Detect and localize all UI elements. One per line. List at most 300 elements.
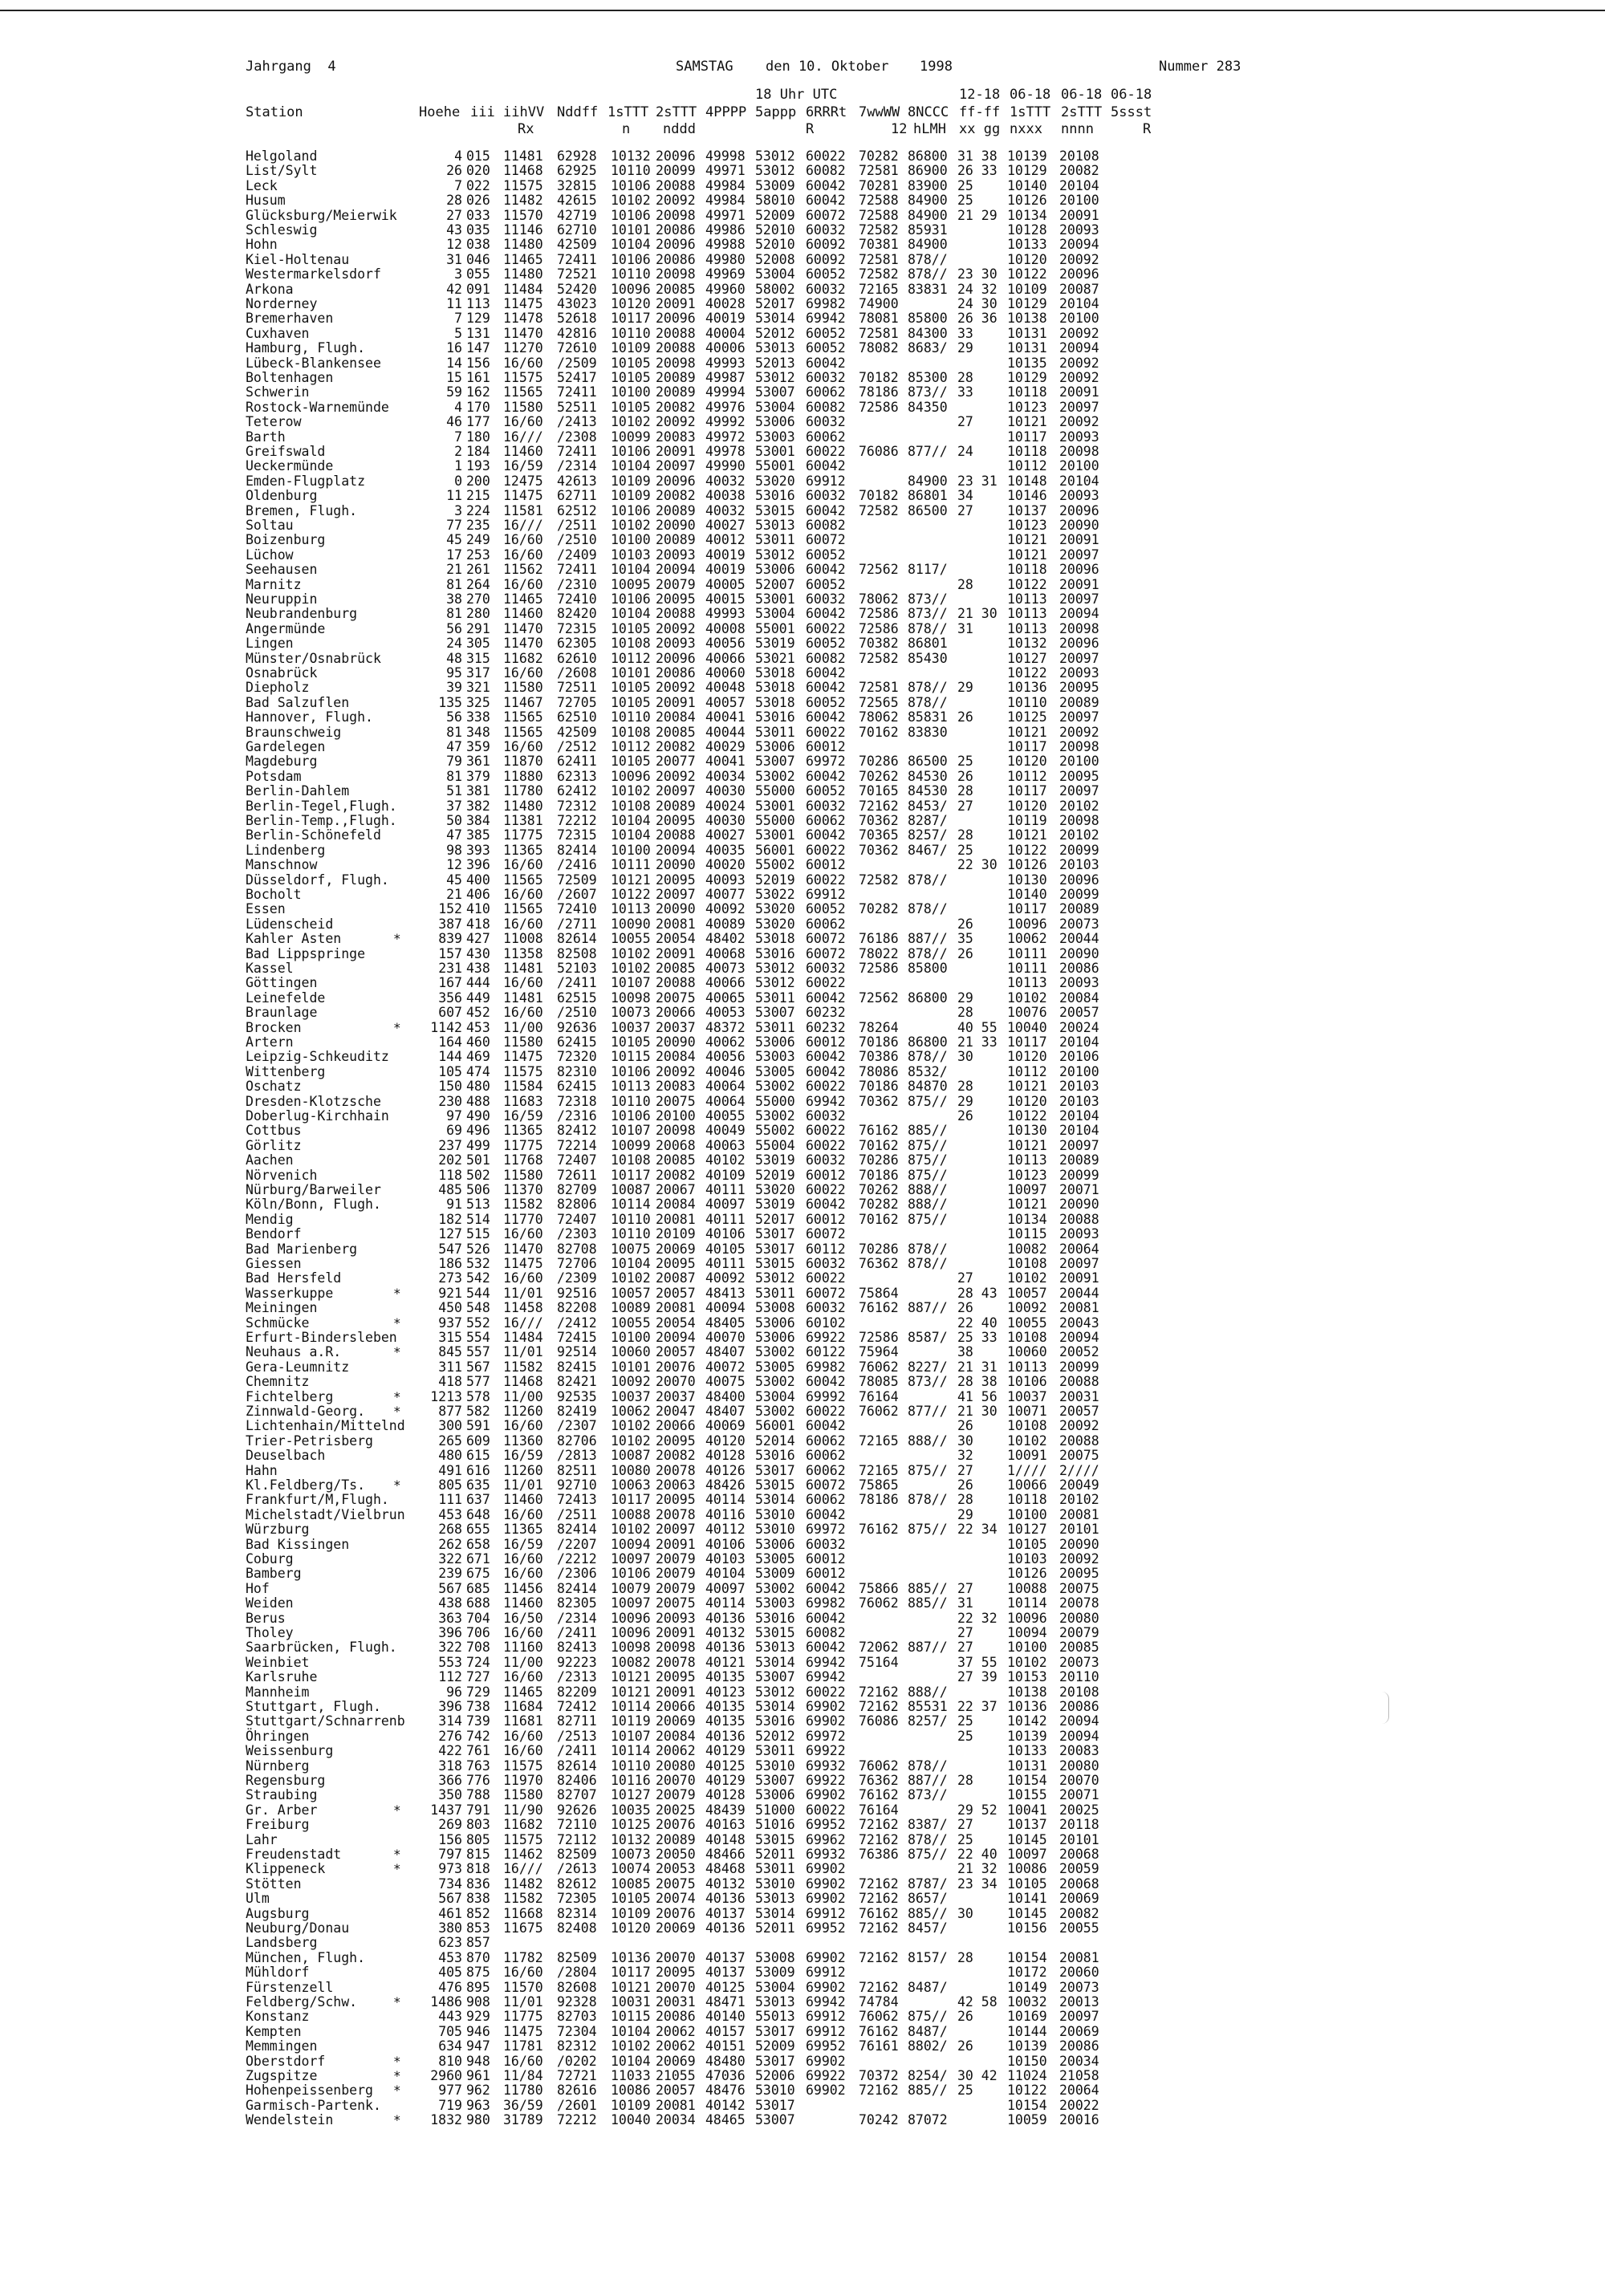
group-2sttt-b: 20044 <box>1059 1285 1099 1301</box>
group-2sttt: 20086 <box>656 665 696 681</box>
group-4pppp: 40020 <box>705 857 746 873</box>
group-7wwww: 72562 <box>859 562 899 578</box>
group-2sttt-b: 20097 <box>1059 709 1099 725</box>
group-4pppp: 49978 <box>705 444 746 459</box>
group-2sttt: 20091 <box>656 1684 696 1700</box>
elevation: 167 <box>438 975 462 991</box>
elevation: 276 <box>438 1728 462 1744</box>
group-nddff: 72320 <box>557 1049 597 1065</box>
station-id: 147 <box>466 340 490 356</box>
table-row <box>0 1832 1605 1847</box>
group-5appp: 55002 <box>755 1123 795 1139</box>
station-name: Nürnberg <box>246 1758 310 1774</box>
group-nddff: 82420 <box>557 606 597 622</box>
group-5appp: 53022 <box>755 887 795 902</box>
group-1sttt: 10105 <box>611 680 651 696</box>
group-4pppp: 40094 <box>705 1300 746 1316</box>
group-iihvv: 11582 <box>503 1197 543 1213</box>
group-2sttt-b: 20098 <box>1059 444 1099 459</box>
station-name: Hannover, Flugh. <box>246 709 373 725</box>
group-8nccc: 878// <box>908 1758 948 1774</box>
table-row <box>0 1566 1605 1581</box>
group-4pppp: 40148 <box>705 1831 746 1847</box>
group-2sttt-b: 20100 <box>1059 1063 1099 1079</box>
group-2sttt-b: 20092 <box>1059 1418 1099 1434</box>
group-2sttt: 20095 <box>656 591 696 607</box>
station-id: 406 <box>466 887 490 902</box>
group-nddff: 52618 <box>557 311 597 327</box>
group-8nccc: 875// <box>908 1152 948 1168</box>
group-nddff: 92626 <box>557 1802 597 1818</box>
group-1sttt-b: 10115 <box>1007 1226 1047 1242</box>
group-ff-ff: 26 <box>957 1108 973 1124</box>
group-6rrrt: 60062 <box>806 1432 846 1449</box>
station-name: Frankfurt/M,Flugh. <box>246 1492 389 1508</box>
group-8nccc: 85931 <box>908 222 948 238</box>
group-1sttt: 10102 <box>611 1270 651 1286</box>
group-2sttt: 20068 <box>656 1137 696 1153</box>
group-iihvv: 11970 <box>503 1773 543 1788</box>
group-6rrrt: 69932 <box>806 1758 846 1774</box>
elevation: 43 <box>446 222 462 238</box>
group-1sttt: 10102 <box>611 2038 651 2054</box>
group-ff-ff: 30 42 <box>957 2068 998 2083</box>
group-6rrrt: 60042 <box>806 502 846 518</box>
elevation: 547 <box>438 1241 462 1257</box>
group-6rrrt: 60042 <box>806 680 846 696</box>
group-nddff: 82415 <box>557 1359 597 1375</box>
group-2sttt-b: 20118 <box>1059 1817 1099 1833</box>
group-nddff: 62411 <box>557 754 597 770</box>
group-4pppp: 40032 <box>705 473 746 489</box>
group-1sttt: 10106 <box>611 1566 651 1582</box>
group-8nccc: 8683/ <box>908 340 948 356</box>
group-ff-ff: 27 <box>957 1625 973 1640</box>
group-1sttt-b: 10144 <box>1007 2023 1047 2039</box>
group-6rrrt: 69952 <box>806 2038 846 2054</box>
group-6rrrt: 60012 <box>806 1551 846 1567</box>
group-nddff: 82806 <box>557 1197 597 1213</box>
station-name: Lingen <box>246 636 294 652</box>
group-2sttt-b: 20103 <box>1059 1079 1099 1095</box>
group-nddff: /2309 <box>557 1270 597 1286</box>
group-2sttt-b: 20016 <box>1059 2112 1099 2128</box>
elevation: 314 <box>438 1713 462 1729</box>
group-4pppp: 40044 <box>705 724 746 740</box>
group-6rrrt: 69902 <box>806 1713 846 1729</box>
station-name: Oberstdorf <box>246 2053 326 2069</box>
group-2sttt-b: 20081 <box>1059 1506 1099 1522</box>
group-nddff: /2511 <box>557 1506 597 1522</box>
elevation: 422 <box>438 1743 462 1759</box>
group-8nccc: 8287/ <box>908 813 948 828</box>
group-1sttt-b: 10103 <box>1007 1551 1047 1567</box>
group-2sttt: 20069 <box>656 1920 696 1936</box>
table-row <box>0 163 1605 178</box>
group-1sttt: 10117 <box>611 1167 651 1183</box>
table-row <box>0 1758 1605 1774</box>
group-7wwww: 70362 <box>859 1093 899 1109</box>
group-2sttt-b: 20024 <box>1059 1019 1099 1035</box>
station-id: 609 <box>466 1432 490 1449</box>
group-1sttt-b: 10120 <box>1007 798 1047 814</box>
group-2sttt-b: 20081 <box>1059 1949 1099 1965</box>
elevation: 81 <box>446 768 462 784</box>
group-6rrrt: 60122 <box>806 1344 846 1360</box>
group-7wwww: 78186 <box>859 384 899 400</box>
group-4pppp: 40057 <box>705 694 746 710</box>
group-5appp: 53002 <box>755 768 795 784</box>
table-row <box>0 1743 1605 1758</box>
group-nddff: 72705 <box>557 694 597 710</box>
group-ff-ff: 27 <box>957 1817 973 1833</box>
group-nddff: 92516 <box>557 1285 597 1301</box>
station-id: 685 <box>466 1580 490 1596</box>
group-ff-ff: 21 30 <box>957 606 998 622</box>
group-2sttt: 20082 <box>656 1167 696 1183</box>
group-4pppp: 40157 <box>705 2023 746 2039</box>
group-ff-ff: 21 31 <box>957 1359 998 1375</box>
group-2sttt: 20067 <box>656 1182 696 1197</box>
group-2sttt: 20098 <box>656 1123 696 1139</box>
group-2sttt-b: 20093 <box>1059 975 1099 991</box>
group-8nccc: 887// <box>908 931 948 947</box>
group-1sttt: 10114 <box>611 1197 651 1213</box>
group-iihvv: 11470 <box>503 636 543 652</box>
station-id: 035 <box>466 222 490 238</box>
group-2sttt-b: 20106 <box>1059 1049 1099 1065</box>
group-7wwww: 78082 <box>859 340 899 356</box>
group-5appp: 53011 <box>755 1861 795 1877</box>
group-4pppp: 40114 <box>705 1492 746 1508</box>
col-1sttt-sub: n <box>622 121 631 137</box>
table-row <box>0 1463 1605 1478</box>
group-1sttt-b: 10094 <box>1007 1625 1047 1640</box>
station-id: 513 <box>466 1197 490 1213</box>
group-8nccc: 875// <box>908 1093 948 1109</box>
group-1sttt: 10106 <box>611 251 651 267</box>
station-name: Boizenburg <box>246 532 326 548</box>
elevation: 450 <box>438 1300 462 1316</box>
group-5appp: 51016 <box>755 1817 795 1833</box>
group-2sttt: 20085 <box>656 281 696 297</box>
group-1sttt-b: 10108 <box>1007 1256 1047 1271</box>
station-name: Leck <box>246 177 278 193</box>
group-5appp: 53004 <box>755 399 795 415</box>
group-1sttt: 10085 <box>611 1875 651 1892</box>
group-2sttt-b: 20092 <box>1059 1551 1099 1567</box>
group-6rrrt: 60042 <box>806 562 846 578</box>
table-row <box>0 1138 1605 1153</box>
group-nddff: 43023 <box>557 296 597 311</box>
group-2sttt: 20097 <box>656 1522 696 1538</box>
group-1sttt: 10099 <box>611 1137 651 1153</box>
group-8nccc: 888// <box>908 1197 948 1213</box>
group-2sttt-b: 20089 <box>1059 1152 1099 1168</box>
group-4pppp: 40046 <box>705 1063 746 1079</box>
group-4pppp: 47036 <box>705 2068 746 2083</box>
group-6rrrt: 69992 <box>806 1388 846 1404</box>
group-1sttt-b: 10169 <box>1007 2009 1047 2025</box>
group-5appp: 53006 <box>755 739 795 754</box>
station-name: Essen <box>246 901 286 917</box>
group-iihvv: 16/60 <box>503 1743 543 1759</box>
high-station-mark: * <box>393 2112 401 2128</box>
group-8nccc: 84300 <box>908 325 948 341</box>
group-8nccc: 85831 <box>908 709 948 725</box>
table-row <box>0 725 1605 740</box>
group-1sttt: 10105 <box>611 355 651 371</box>
group-8nccc: 878// <box>908 694 948 710</box>
group-1sttt-b: 10121 <box>1007 724 1047 740</box>
station-id: 818 <box>466 1861 490 1877</box>
group-ff-ff: 27 <box>957 502 973 518</box>
group-6rrrt: 60022 <box>806 1684 846 1700</box>
group-5appp: 52017 <box>755 296 795 311</box>
group-iihvv: 16/60 <box>503 355 543 371</box>
group-4pppp: 40142 <box>705 2097 746 2113</box>
group-8nccc: 84900 <box>908 193 948 209</box>
elevation: 265 <box>438 1432 462 1449</box>
group-1sttt: 10079 <box>611 1580 651 1596</box>
group-5appp: 53003 <box>755 1595 795 1611</box>
group-4pppp: 40136 <box>705 1610 746 1626</box>
group-8nccc: 87072 <box>908 2112 948 2128</box>
group-6rrrt: 69902 <box>806 1787 846 1803</box>
table-row <box>0 843 1605 858</box>
group-2sttt: 20066 <box>656 1418 696 1434</box>
group-8nccc: 83830 <box>908 724 948 740</box>
table-row <box>0 1123 1605 1138</box>
station-id: 224 <box>466 502 490 518</box>
group-iihvv: 11775 <box>503 827 543 843</box>
group-7wwww: 72582 <box>859 266 899 282</box>
group-1sttt-b: 10041 <box>1007 1802 1047 1818</box>
group-1sttt: 10099 <box>611 429 651 445</box>
group-1sttt-b: 10140 <box>1007 887 1047 902</box>
elevation: 51 <box>446 783 462 799</box>
group-1sttt-b: 10156 <box>1007 1920 1047 1936</box>
group-6rrrt: 69902 <box>806 1949 846 1965</box>
group-nddff: 62305 <box>557 636 597 652</box>
group-2sttt-b: 20104 <box>1059 473 1099 489</box>
group-2sttt: 20075 <box>656 990 696 1006</box>
group-1sttt-b: 10138 <box>1007 311 1047 327</box>
station-id: 761 <box>466 1743 490 1759</box>
group-1sttt-b: 10066 <box>1007 1477 1047 1493</box>
table-row <box>0 651 1605 666</box>
group-7wwww: 70186 <box>859 1167 899 1183</box>
group-2sttt: 20089 <box>656 532 696 548</box>
group-iihvv: 11780 <box>503 2083 543 2099</box>
elevation: 634 <box>438 2038 462 2054</box>
col-8nccc: 8NCCC <box>908 104 949 120</box>
group-iihvv: 16/60 <box>503 576 543 592</box>
group-4pppp: 40068 <box>705 945 746 961</box>
table-row <box>0 193 1605 208</box>
elevation: 47 <box>446 739 462 754</box>
group-2sttt: 20057 <box>656 1344 696 1360</box>
group-4pppp: 48480 <box>705 2053 746 2069</box>
group-2sttt-b: 20091 <box>1059 576 1099 592</box>
group-1sttt-b: 10149 <box>1007 1979 1047 1995</box>
group-2sttt: 20085 <box>656 1152 696 1168</box>
group-2sttt-b: 20088 <box>1059 1432 1099 1449</box>
station-name: Münster/Osnabrück <box>246 650 381 666</box>
group-4pppp: 40034 <box>705 768 746 784</box>
table-row <box>0 252 1605 267</box>
group-1sttt: 10060 <box>611 1344 651 1360</box>
group-1sttt: 10101 <box>611 665 651 681</box>
col-5ssst: 5ssst <box>1111 104 1152 120</box>
group-4pppp: 40140 <box>705 2009 746 2025</box>
group-5appp: 52012 <box>755 325 795 341</box>
group-iihvv: 11565 <box>503 724 543 740</box>
group-6rrrt: 69902 <box>806 1875 846 1892</box>
group-6rrrt: 69952 <box>806 1920 846 1936</box>
group-6rrrt: 60052 <box>806 340 846 356</box>
group-2sttt-b: 20094 <box>1059 340 1099 356</box>
group-4pppp: 40019 <box>705 562 746 578</box>
table-row <box>0 1344 1605 1359</box>
station-id: 161 <box>466 370 490 385</box>
group-7wwww: 70162 <box>859 724 899 740</box>
group-iihvv: 11/01 <box>503 1477 543 1493</box>
group-2sttt-b: 20097 <box>1059 650 1099 666</box>
group-nddff: 82711 <box>557 1713 597 1729</box>
group-2sttt: 20092 <box>656 193 696 209</box>
group-iihvv: 11/01 <box>503 1994 543 2010</box>
group-nddff: 62515 <box>557 990 597 1006</box>
elevation: 0 <box>454 473 462 489</box>
elevation: 21 <box>446 562 462 578</box>
group-6rrrt: 60052 <box>806 783 846 799</box>
group-6rrrt: 60042 <box>806 1197 846 1213</box>
station-id: 317 <box>466 665 490 681</box>
group-6rrrt: 60032 <box>806 1152 846 1168</box>
group-6rrrt: 69932 <box>806 1847 846 1862</box>
group-2sttt: 20050 <box>656 1847 696 1862</box>
station-name: Lüchow <box>246 547 294 563</box>
group-1sttt-b: 10155 <box>1007 1787 1047 1803</box>
station-name: Diepholz <box>246 680 310 696</box>
elevation: 26 <box>446 163 462 179</box>
table-row <box>0 222 1605 238</box>
group-8nccc: 8787/ <box>908 1875 948 1892</box>
group-4pppp: 40006 <box>705 340 746 356</box>
group-4pppp: 40056 <box>705 636 746 652</box>
station-id: 708 <box>466 1640 490 1656</box>
group-iihvv: 11146 <box>503 222 543 238</box>
station-name: Teterow <box>246 414 302 430</box>
station-name: Lahr <box>246 1831 278 1847</box>
group-4pppp: 48465 <box>705 2112 746 2128</box>
group-8nccc: 86801 <box>908 636 948 652</box>
group-7wwww: 70286 <box>859 1152 899 1168</box>
group-4pppp: 48400 <box>705 1388 746 1404</box>
group-7wwww: 78022 <box>859 945 899 961</box>
table-row <box>0 887 1605 902</box>
group-1sttt: 10106 <box>611 177 651 193</box>
elevation: 318 <box>438 1758 462 1774</box>
group-8nccc: 84900 <box>908 237 948 253</box>
group-iihvv: 11768 <box>503 1152 543 1168</box>
group-2sttt: 20079 <box>656 1566 696 1582</box>
group-8nccc: 8467/ <box>908 842 948 858</box>
group-2sttt-b: 20075 <box>1059 1580 1099 1596</box>
group-2sttt: 20088 <box>656 340 696 356</box>
station-id: 616 <box>466 1462 490 1478</box>
group-iihvv: 11782 <box>503 1949 543 1965</box>
group-2sttt: 20075 <box>656 1875 696 1892</box>
group-4pppp: 40105 <box>705 1241 746 1257</box>
group-8nccc: 8387/ <box>908 1817 948 1833</box>
group-nddff: 82421 <box>557 1374 597 1390</box>
station-name: Wasserkuppe <box>246 1285 334 1301</box>
group-7wwww: 75964 <box>859 1344 899 1360</box>
elevation: 127 <box>438 1226 462 1242</box>
group-2sttt: 20053 <box>656 1861 696 1877</box>
group-2sttt: 20089 <box>656 798 696 814</box>
station-name: Düsseldorf, Flugh. <box>246 872 389 888</box>
group-4pppp: 49992 <box>705 414 746 430</box>
group-2sttt: 20078 <box>656 1462 696 1478</box>
group-1sttt-b: 10113 <box>1007 975 1047 991</box>
group-7wwww: 72586 <box>859 620 899 636</box>
group-nddff: 82414 <box>557 842 597 858</box>
group-7wwww: 75864 <box>859 1285 899 1301</box>
station-name: Regensburg <box>246 1773 326 1788</box>
group-iihvv: 11668 <box>503 1905 543 1921</box>
group-2sttt: 20090 <box>656 1034 696 1050</box>
group-nddff: 42509 <box>557 724 597 740</box>
group-6rrrt: 69902 <box>806 2053 846 2069</box>
group-4pppp: 40125 <box>705 1758 746 1774</box>
group-2sttt-b: 20097 <box>1059 547 1099 563</box>
group-7wwww: 78062 <box>859 709 899 725</box>
group-1sttt: 10102 <box>611 193 651 209</box>
elevation: 12 <box>446 857 462 873</box>
group-ff-ff: 21 30 <box>957 1404 998 1419</box>
group-2sttt-b: 20057 <box>1059 1404 1099 1419</box>
group-2sttt: 20083 <box>656 429 696 445</box>
group-5appp: 52017 <box>755 1211 795 1227</box>
group-2sttt: 20079 <box>656 1551 696 1567</box>
elevation: 1 <box>454 458 462 474</box>
group-nddff: 72110 <box>557 1817 597 1833</box>
group-2sttt: 20070 <box>656 1773 696 1788</box>
group-1sttt-b: 10172 <box>1007 1965 1047 1981</box>
high-station-mark: * <box>393 1285 401 1301</box>
group-iihvv: 16/60 <box>503 1270 543 1286</box>
group-4pppp: 48466 <box>705 1847 746 1862</box>
group-5appp: 55002 <box>755 857 795 873</box>
group-5appp: 53017 <box>755 1226 795 1242</box>
group-6rrrt: 60032 <box>806 488 846 504</box>
group-5appp: 53011 <box>755 1019 795 1035</box>
group-1sttt-b: 10123 <box>1007 518 1047 533</box>
group-7wwww: 70162 <box>859 1211 899 1227</box>
group-ff-ff: 35 <box>957 931 973 947</box>
group-4pppp: 40097 <box>705 1197 746 1213</box>
station-name: Leipzig-Schkeuditz <box>246 1049 389 1065</box>
station-name: Stuttgart/Schnarrenb <box>246 1713 405 1729</box>
group-1sttt-b: 10131 <box>1007 340 1047 356</box>
group-4pppp: 40027 <box>705 827 746 843</box>
group-7wwww: 72165 <box>859 1462 899 1478</box>
group-ff-ff: 29 <box>957 340 973 356</box>
group-5appp: 53010 <box>755 2083 795 2099</box>
